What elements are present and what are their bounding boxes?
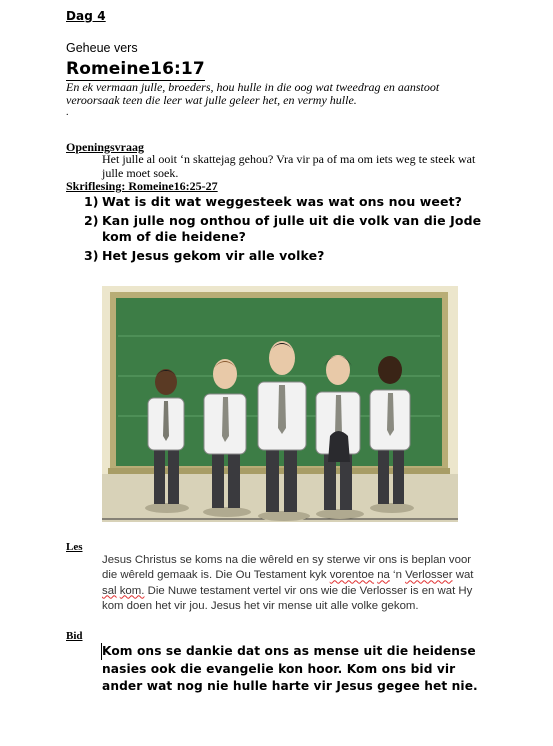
question-number: 3)	[84, 247, 99, 263]
day-heading: Dag 4	[66, 9, 106, 23]
memory-verse-label: Geheue vers	[66, 41, 138, 55]
scripture-reading-label: Skriflesing: Romeine16:25-27	[66, 179, 218, 193]
opening-question-text: Het julle al ooit ‘n skattejag gehou? Vra vir pa of ma om iets weg te steek wat julle moet soek.	[102, 152, 476, 180]
lesson-text-part: Jesus Christus se koms na die wêreld en sy sterwe vir ons is beplan voor die wêreld gemaak is. Die Ou Testament kyk	[102, 554, 472, 582]
prayer-text[interactable]: Kom ons se dankie dat ons as mense uit die heidense nasies ook die evangelie kon hoor. Kom ons bid vir ander wat nog nie hulle harte vir Jesus gegee het nie.	[102, 644, 478, 693]
list-item	[84, 213, 484, 246]
lesson-label: Les	[66, 541, 83, 553]
question-text: Het Jesus gekom vir alle volke?	[102, 247, 325, 263]
lesson-text-part: Die Nuwe testament vertel vir ons wie die Verlosser is en wat Hy kom doen het vir jou. Jesus het vir mense uit alle volke gekom.	[102, 584, 473, 612]
question-text: Wat is dit wat weggesteek was wat ons nou weet?	[102, 194, 463, 209]
lesson-text	[102, 553, 482, 614]
list-item	[84, 248, 484, 265]
spellcheck-word: kom.	[119, 584, 145, 597]
list-item	[84, 194, 484, 211]
prayer-label: Bid	[66, 630, 83, 642]
lesson-text-part: wat	[452, 569, 474, 582]
question-number: 2)	[84, 212, 99, 228]
classroom-students-illustration	[102, 286, 458, 522]
verse-reference: Romeine16:17	[66, 59, 205, 79]
spellcheck-word: sal	[102, 584, 117, 597]
question-list	[84, 194, 484, 266]
verse-text: En ek vermaan julle, broeders, hou hulle in die oog wat tweedrag en aanstoot veroorsaak teen die leer wat julle geleer het, en vermy hulle.	[66, 80, 440, 107]
spellcheck-word: na	[377, 569, 390, 582]
opening-question-label: Openingsvraag	[66, 140, 145, 154]
stray-dot: .	[66, 107, 69, 118]
lesson-text-part: ‘n	[389, 569, 406, 582]
question-text: Kan julle nog onthou of julle uit die volk van die Jode kom of die heidene?	[102, 212, 482, 244]
spellcheck-word: vorentoe	[329, 569, 375, 582]
spellcheck-word: Verlosser	[405, 569, 453, 582]
question-number: 1)	[84, 194, 99, 209]
